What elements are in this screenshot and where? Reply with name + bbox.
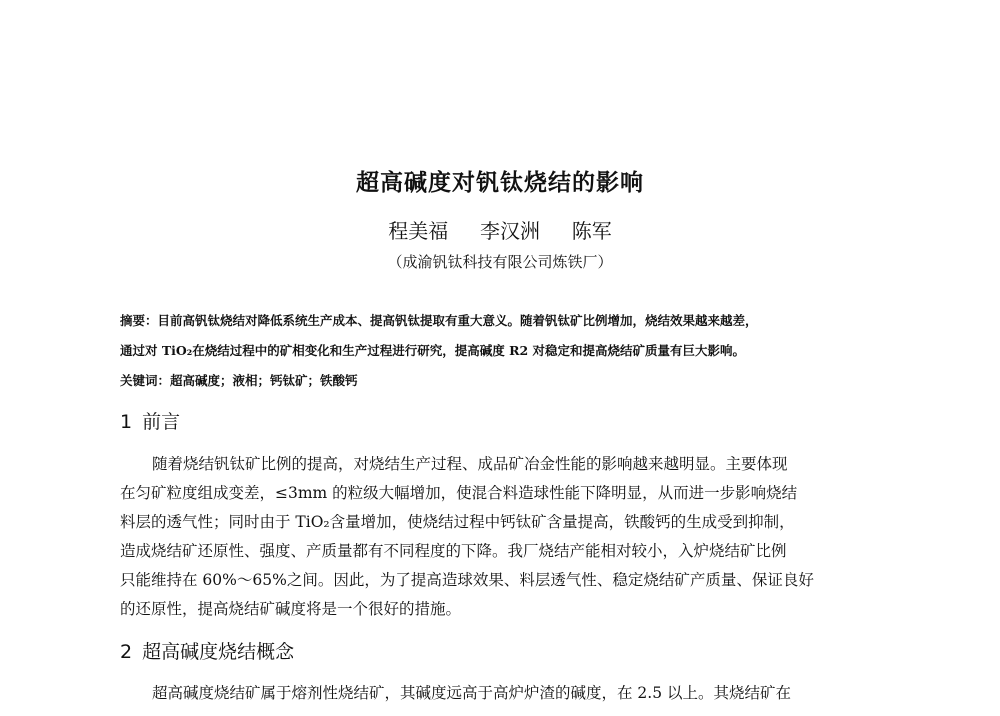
section-title: 超高碱度烧结概念	[142, 641, 295, 663]
keywords-text: 超高碱度；液相；钙钛矿；铁酸钙	[170, 373, 358, 388]
body-text-line: 只能维持在 60%～65%之间。因此，为了提高造球效果、料层透气性、稳定烧结矿产质量、保证良好	[120, 571, 814, 589]
body-text-line: 的还原性，提高烧结矿碱度将是一个很好的措施。	[120, 600, 462, 618]
keywords-line	[120, 366, 880, 396]
section-number: 2	[120, 641, 133, 663]
body-text-line: 超高碱度烧结矿属于熔剂性烧结矿，其碱度远高于高炉炉渣的碱度，在 2.5 以上。其烧结矿在	[152, 684, 792, 702]
author-name: 李汉洲	[480, 219, 540, 243]
body-text-line: 随着烧结钒钛矿比例的提高，对烧结生产过程、成品矿冶金性能的影响越来越明显。主要体现	[152, 455, 788, 473]
author-name: 陈军	[571, 219, 612, 243]
author-name: 程美福	[388, 219, 449, 243]
section-title: 前言	[142, 411, 181, 433]
section-number: 1	[120, 411, 133, 433]
body-text-line: 在匀矿粒度组成变差，≤3mm 的粒级大幅增加，使混合料造球性能下降明显，从而进一步影响烧结	[120, 484, 798, 502]
abstract-line: 通过对 TiO₂在烧结过程中的矿相变化和生产过程进行研究，提高碱度 R2 对稳定和提高烧结矿质量有巨大影响。	[120, 343, 746, 358]
abstract-line	[120, 306, 880, 336]
abstract-label: 摘要：	[120, 313, 158, 328]
affiliation: （成渝钒钛科技有限公司炼铁厂）	[387, 253, 613, 271]
author-list	[0, 215, 1000, 244]
keywords-label: 关键词：	[120, 373, 171, 388]
section-heading	[120, 637, 294, 664]
paper-title: 超高碱度对钒钛烧结的影响	[356, 170, 644, 196]
abstract-text: 目前高钒钛烧结对降低系统生产成本、提高钒钛提取有重大意义。随着钒钛矿比例增加，烧结效果越来越差，	[157, 313, 758, 328]
body-text-line: 料层的透气性；同时由于 TiO₂含量增加，使烧结过程中钙钛矿含量提高，铁酸钙的生成受到抑制，	[120, 513, 795, 531]
section-heading	[120, 407, 180, 434]
body-text-line: 造成烧结矿还原性、强度、产质量都有不同程度的下降。我厂烧结产能相对较小，入炉烧结矿比例	[120, 542, 787, 560]
